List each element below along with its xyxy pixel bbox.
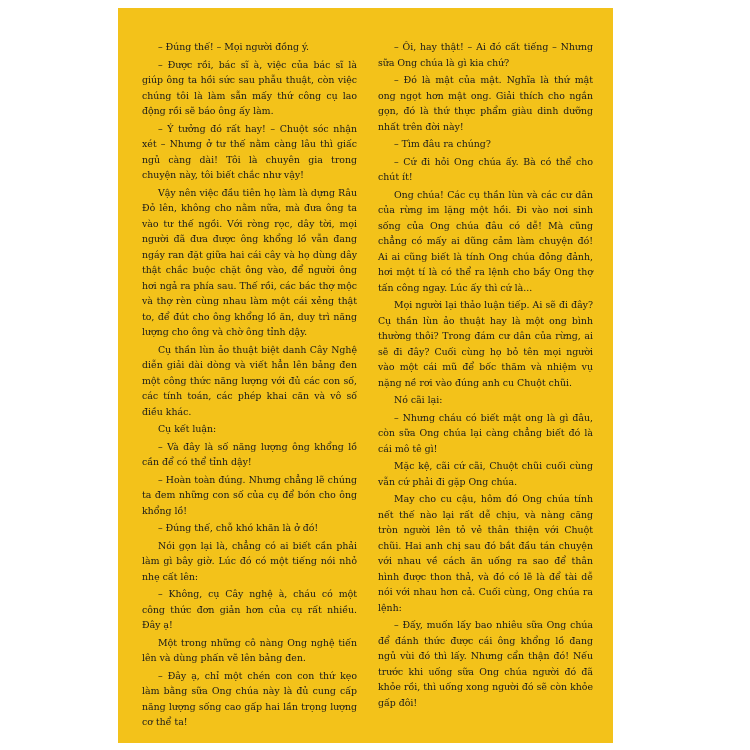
paragraph: Nó cãi lại: xyxy=(394,395,443,406)
paragraph: – Đó là mật của mật. Nghĩa là thứ mật ong ngọt hơn mật ong. Giải thích cho ngắn gọn, đó là thứ thực phẩm giàu dinh dưỡng nhất trên đời này! xyxy=(378,75,593,133)
paragraph: – Hoàn toàn đúng. Nhưng chẳng lẽ chúng ta đem những con số của cụ để bón cho ông khổng lồ! xyxy=(142,474,357,517)
book-page xyxy=(118,8,613,743)
paragraph: Một trong những cô nàng Ong nghệ tiến lên và dùng phấn vẽ lên bảng đen. xyxy=(142,637,357,664)
paragraph: May cho cu cậu, hôm đó Ong chúa tính nết thế nào lại rất dễ chịu, và nàng căng tròn người lên tỏ vẻ thân thiện với Chuột chũi. Hai anh chị sau đó bắt đầu tán chuyện với nhau về cách ăn uống ra sao để thân hình được thon thả, và đó có lẽ là để tài dễ nói với nhau hơn cả. Cuối cùng, Ong chúa ra lệnh: xyxy=(378,494,593,614)
paragraph: Mọi người lại thảo luận tiếp. Ai sẽ đi đây? Cụ thần lùn ảo thuật hay là một ong bình thường thôi? Trong đám cư dân của rừng, ai sẽ đi đây? Cuối cùng họ bỏ tên mọi người vào một cái mũ để bốc thăm và nhiệm vụ nặng nề rơi vào đúng anh cu Chuột chũi. xyxy=(378,300,593,389)
paragraph: – Tìm đâu ra chúng? xyxy=(394,139,491,150)
paragraph: Cụ kết luận: xyxy=(158,424,217,435)
paragraph: – Nhưng cháu có biết mật ong là gì đâu, còn sữa Ong chúa lại càng chẳng biết đó là cái mô tê gì! xyxy=(378,412,593,455)
paragraph: Mặc kệ, cãi cứ cãi, Chuột chũi cuối cùng vẫn cứ phải đi gặp Ong chúa. xyxy=(378,461,593,488)
paragraph: – Đúng thế, chỗ khó khăn là ở đó! xyxy=(158,523,319,534)
left-column xyxy=(142,40,357,733)
paragraph: – Đây ạ, chỉ một chén con con thứ kẹo làm bằng sữa Ong chúa này là đủ cung cấp năng lượng sống cao gấp hai lần trọng lượng cơ thể ta! xyxy=(142,670,357,728)
paragraph: – Được rồi, bác sĩ à, việc của bác sĩ là giúp ông ta hồi sức sau phẫu thuật, còn việc chúng tôi là làm sẵn mấy thứ công cụ lao động rồi sẽ báo ông ấy làm. xyxy=(142,59,357,117)
paragraph: Vậy nên việc đầu tiên họ làm là dựng Râu Đỏ lên, không cho nằm nữa, mà đưa ông ta vào tư thế ngồi. Với ròng rọc, dây tời, mọi người đã đưa được ông khổng lồ vẫn đang ngáy ran đặt giữa hai cái cây và họ dùng dây thật chắc buộc chặt ông vào, để người ông hơi ngả ra phía sau. Thế rồi, các bác thợ mộc và thợ rèn cùng nhau làm một cái xẻng thật to, để đút cho ông khổng lồ ăn, duy trì năng lượng cho ông và chờ ông tỉnh dậy. xyxy=(142,187,357,338)
paragraph: – Đấy, muốn lấy bao nhiêu sữa Ong chúa để đánh thức được cái ông khổng lồ đang ngủ vùi đó thì lấy. Nhưng cẩn thận đó! Nếu trước khi uống sữa Ong chúa người đó đã khỏe rồi, thì uống xong người đó sẽ còn khỏe gấp đôi! xyxy=(378,620,593,709)
paragraph: – Cứ đi hỏi Ong chúa ấy. Bà có thể cho chút ít! xyxy=(378,156,593,183)
right-column xyxy=(378,40,593,713)
paragraph: – Không, cụ Cây nghệ à, cháu có một công thức đơn giản hơn của cụ rất nhiều. Đây ạ! xyxy=(142,589,357,631)
paragraph: Ong chúa! Các cụ thần lùn và các cư dân của rừng im lặng một hồi. Đi vào nơi sinh sống của Ong chúa đâu có dễ! Mà cũng chẳng có mấy ai dũng cảm làm chuyện đó! Ai ai cũng biết là tính Ong chúa đỏng đảnh, hơi một tí là có thể ra lệnh cho bầy Ong thợ tấn công ngay. Lúc ấy thì cứ là... xyxy=(378,189,593,294)
paragraph: Cụ thần lùn ảo thuật biệt danh Cây Nghệ diễn giải dài dòng và viết hẳn lên bảng đen một công thức năng lượng với đủ các con số, các tính toán, các phép khai căn và vô số điều khác. xyxy=(142,344,357,418)
paragraph: Nói gọn lại là, chẳng có ai biết cần phải làm gì bây giờ. Lúc đó có một tiếng nói nhỏ nhẹ cất lên: xyxy=(142,540,357,583)
paragraph: – Đúng thế! – Mọi người đồng ý. xyxy=(158,42,309,53)
paragraph: – Ôi, hay thật! – Ai đó cất tiếng – Nhưng sữa Ong chúa là gì kia chứ? xyxy=(378,42,593,69)
paragraph: – Và đây là số năng lượng ông khổng lồ cần để có thể tỉnh dậy! xyxy=(142,441,357,468)
paragraph: – Ý tưởng đó rất hay! – Chuột sóc nhận xét – Nhưng ở tư thế nằm càng lâu thì giấc ngủ càng dài! Tôi là chuyên gia trong chuyện này, tôi biết chắc như vậy! xyxy=(142,123,357,181)
